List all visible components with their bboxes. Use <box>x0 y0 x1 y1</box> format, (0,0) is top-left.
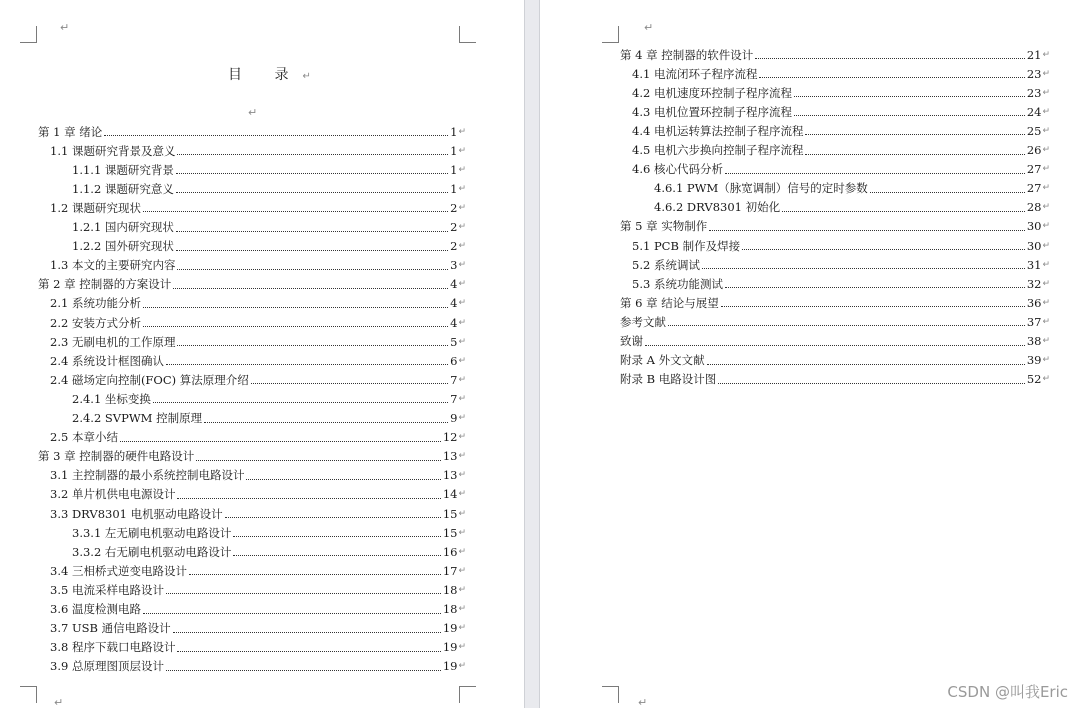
margin-corner-bottom-left <box>20 686 37 703</box>
paragraph-mark-icon: ↵ <box>458 317 466 328</box>
toc-dot-leader <box>725 163 1025 174</box>
toc-entry-title: 4.3 电机位置环控制子程序流程 <box>632 104 792 119</box>
toc-page-number: 1 <box>450 181 458 196</box>
toc-page-number: 2 <box>450 200 458 215</box>
toc-dot-leader <box>794 86 1025 97</box>
toc-page-number: 23 <box>1026 66 1042 81</box>
paragraph-mark-icon: ↵ <box>458 432 466 443</box>
toc-entry-title: 第 2 章 控制器的方案设计 <box>38 277 172 292</box>
toc-entry[interactable] <box>632 102 1050 121</box>
toc-entry-title: 1.2.2 国外研究现状 <box>72 239 174 254</box>
toc-page-number: 38 <box>1026 334 1042 348</box>
paragraph-mark-icon: ↵ <box>458 393 466 404</box>
paragraph-mark-icon: ↵ <box>1042 316 1050 327</box>
toc-page-number: 1 <box>450 162 458 177</box>
toc-dot-leader <box>177 335 448 346</box>
toc-entry[interactable] <box>620 370 1050 389</box>
toc-entry-title: 3.3.2 右无刷电机驱动电路设计 <box>72 544 232 559</box>
toc-entry[interactable] <box>72 179 466 198</box>
paragraph-mark-icon: ↵ <box>458 145 466 156</box>
toc-entry-title: 3.4 三相桥式逆变电路设计 <box>50 563 187 578</box>
toc-page-number: 6 <box>450 353 458 368</box>
paragraph-mark-icon: ↵ <box>458 527 466 538</box>
toc-entry[interactable] <box>50 580 466 599</box>
toc-page-number: 12 <box>442 430 458 445</box>
toc-dot-leader <box>173 622 441 633</box>
toc-entry-title: 2.4 磁场定向控制(FOC) 算法原理介绍 <box>50 372 249 387</box>
toc-dot-leader <box>725 277 1025 288</box>
toc-page-number: 15 <box>442 506 458 521</box>
paragraph-mark-icon: ↵ <box>458 164 466 175</box>
toc-entry[interactable] <box>72 542 466 561</box>
toc-page-number: 19 <box>442 640 458 655</box>
margin-corner-top-right <box>459 26 476 43</box>
toc-dot-leader <box>645 335 1025 346</box>
paragraph-mark-icon: ↵ <box>458 470 466 481</box>
toc-entry[interactable] <box>632 160 1050 179</box>
toc-entry-title: 3.3 DRV8301 电机驱动电路设计 <box>50 506 223 521</box>
toc-page-number: 39 <box>1026 353 1042 368</box>
margin-corner-top-left <box>20 26 37 43</box>
toc-dot-leader <box>153 392 448 403</box>
toc-entry[interactable] <box>50 141 466 160</box>
toc-entry-title: 1.3 本文的主要研究内容 <box>50 258 176 273</box>
toc-page-number: 2 <box>450 239 458 254</box>
toc-dot-leader <box>782 201 1025 212</box>
toc-dot-leader <box>176 240 448 251</box>
toc-dot-leader <box>225 507 441 518</box>
toc-entry-title: 附录 A 外文文献 <box>620 353 705 368</box>
toc-entry[interactable] <box>620 217 1050 236</box>
toc-page-number: 18 <box>442 582 458 597</box>
toc-dot-leader <box>176 163 448 174</box>
paragraph-mark-icon: ↵ <box>1042 336 1050 346</box>
paragraph-mark-icon: ↵ <box>458 260 466 271</box>
toc-page-number: 16 <box>442 544 458 559</box>
paragraph-mark-icon: ↵ <box>458 202 466 213</box>
toc-page-number: 27 <box>1026 181 1042 196</box>
toc-dot-leader <box>143 603 441 614</box>
paragraph-mark-icon: ↵ <box>54 696 64 709</box>
toc-entry[interactable] <box>72 160 466 179</box>
paragraph-mark-icon: ↵ <box>458 355 466 366</box>
toc-entry[interactable] <box>620 293 1050 312</box>
toc-entry[interactable] <box>50 428 466 447</box>
paragraph-mark-icon: ↵ <box>458 489 466 500</box>
toc-dot-leader <box>805 124 1024 135</box>
toc-page-number: 32 <box>1026 276 1042 291</box>
toc-entry[interactable] <box>50 600 466 619</box>
toc-entry[interactable] <box>50 638 466 657</box>
toc-page-number: 4 <box>450 296 458 311</box>
toc-dot-leader <box>173 278 448 289</box>
toc-entry-title: 4.6.1 PWM（脉宽调制）信号的定时参数 <box>654 181 868 196</box>
toc-entry[interactable] <box>50 256 466 275</box>
toc-entry[interactable] <box>620 312 1050 331</box>
toc-page-number: 25 <box>1026 123 1042 138</box>
toc-dot-leader <box>709 220 1025 231</box>
toc-entry-title: 2.3 无刷电机的工作原理 <box>50 334 176 349</box>
toc-dot-leader <box>721 296 1025 307</box>
toc-dot-leader <box>668 315 1025 326</box>
toc-entry[interactable] <box>620 45 1050 64</box>
toc-entry[interactable] <box>50 198 466 217</box>
toc-entry[interactable] <box>632 121 1050 140</box>
toc-entry[interactable] <box>38 122 466 141</box>
toc-dot-leader <box>143 201 448 212</box>
paragraph-mark-icon: ↵ <box>1042 221 1050 232</box>
paragraph-mark-icon: ↵ <box>1042 240 1050 251</box>
toc-entry[interactable] <box>50 504 466 523</box>
toc-entry-title: 第 4 章 控制器的软件设计 <box>620 47 754 62</box>
toc-page-number: 21 <box>1026 47 1042 62</box>
toc-entry[interactable] <box>72 237 466 256</box>
toc-entry-title: 5.1 PCB 制作及焊接 <box>632 238 741 253</box>
paragraph-mark-icon: ↵ <box>458 451 466 462</box>
paragraph-mark-icon: ↵ <box>458 508 466 519</box>
toc-page-number: 1 <box>450 143 458 158</box>
toc-entry-title: 3.3.1 左无刷电机驱动电路设计 <box>72 525 232 540</box>
toc-page-number: 30 <box>1026 238 1042 253</box>
margin-corner-bottom-right <box>459 686 476 703</box>
toc-entry[interactable] <box>50 561 466 580</box>
toc-page-number: 31 <box>1026 257 1042 272</box>
toc-dot-leader <box>233 545 440 556</box>
paragraph-mark-icon: ↵ <box>1042 183 1050 194</box>
toc-entry[interactable] <box>632 64 1050 83</box>
toc-dot-leader <box>742 239 1025 250</box>
paragraph-mark-icon: ↵ <box>1042 49 1050 60</box>
toc-entry-title: 4.2 电机速度环控制子程序流程 <box>632 85 792 100</box>
paragraph-mark-icon: ↵ <box>60 21 70 34</box>
paragraph-mark-icon: ↵ <box>1042 355 1050 366</box>
toc-entry-title: 5.2 系统调试 <box>632 257 700 272</box>
toc-entry-title: 附录 B 电路设计图 <box>620 372 717 387</box>
document-page-right <box>540 0 1074 708</box>
toc-dot-leader <box>143 297 448 308</box>
toc-entry-title: 第 6 章 结论与展望 <box>620 295 719 310</box>
toc-title-text: 目 录 <box>228 67 303 83</box>
toc-entry[interactable] <box>50 332 466 351</box>
toc-dot-leader <box>177 641 440 652</box>
toc-page-number: 2 <box>450 220 458 234</box>
paragraph-mark-icon: ↵ <box>458 604 466 614</box>
document-page-left <box>0 0 524 708</box>
paragraph-mark-icon: ↵ <box>458 642 466 653</box>
toc-page-number: 7 <box>450 391 458 406</box>
toc-entry-title: 4.4 电机运转算法控制子程序流程 <box>632 123 804 138</box>
toc-dot-leader <box>870 182 1025 193</box>
paragraph-mark-icon: ↵ <box>458 183 466 194</box>
toc-page-number: 28 <box>1026 200 1042 215</box>
paragraph-mark-icon: ↵ <box>638 696 648 709</box>
paragraph-mark-icon: ↵ <box>458 565 466 576</box>
paragraph-mark-icon: ↵ <box>458 336 466 347</box>
toc-entry[interactable] <box>620 332 1050 351</box>
toc-entry[interactable] <box>654 179 1050 198</box>
toc-entry-title: 1.2 课题研究现状 <box>50 200 141 215</box>
toc-page-number: 5 <box>450 334 458 349</box>
toc-page-number: 27 <box>1026 162 1042 177</box>
toc-entry-title: 致谢 <box>620 334 643 348</box>
toc-entry-title: 5.3 系统功能测试 <box>632 276 723 291</box>
toc-entry-title: 3.6 温度检测电路 <box>50 602 141 616</box>
toc-entry[interactable] <box>632 255 1050 274</box>
margin-corner-bottom-left <box>602 686 619 703</box>
toc-entry-title: 3.1 主控制器的最小系统控制电路设计 <box>50 468 245 483</box>
toc-page-number: 13 <box>442 468 458 483</box>
toc-entry[interactable] <box>50 466 466 485</box>
toc-entry-title: 4.1 电流闭环子程序流程 <box>632 66 758 81</box>
toc-page-number: 14 <box>442 487 458 502</box>
paragraph-mark-icon: ↵ <box>248 106 258 119</box>
paragraph-mark-icon: ↵ <box>458 241 466 252</box>
toc-dot-leader <box>177 259 448 270</box>
toc-dot-leader <box>755 48 1025 59</box>
toc-dot-leader <box>196 450 441 461</box>
toc-entry[interactable] <box>50 619 466 638</box>
toc-entry-title: 3.5 电流采样电路设计 <box>50 582 164 597</box>
toc-entry-title: 2.4.2 SVPWM 控制原理 <box>72 411 203 425</box>
toc-dot-leader <box>177 144 448 155</box>
paragraph-mark-icon: ↵ <box>302 71 311 82</box>
toc-entry[interactable] <box>50 351 466 370</box>
paragraph-mark-icon: ↵ <box>458 126 466 137</box>
toc-dot-leader <box>707 354 1025 365</box>
paragraph-mark-icon: ↵ <box>1042 125 1050 136</box>
toc-entry-title: 1.1.2 课题研究意义 <box>72 181 174 196</box>
paragraph-mark-icon: ↵ <box>458 374 466 385</box>
margin-corner-top-left <box>602 26 619 43</box>
toc-dot-leader <box>166 354 448 365</box>
toc-entry[interactable] <box>632 274 1050 293</box>
toc-entry-title: 参考文献 <box>620 314 666 329</box>
toc-entry-title: 4.5 电机六步换向控制子程序流程 <box>632 143 804 157</box>
toc-page-number: 24 <box>1026 104 1042 119</box>
toc-entry-title: 3.9 总原理图顶层设计 <box>50 659 164 674</box>
toc-dot-leader <box>233 526 440 537</box>
toc-dot-leader <box>718 373 1025 384</box>
toc-entry-title: 1.1 课题研究背景及意义 <box>50 143 176 158</box>
toc-dot-leader <box>177 488 440 499</box>
toc-dot-leader <box>176 182 448 193</box>
toc-page-number: 4 <box>450 315 458 330</box>
toc-entry[interactable] <box>620 351 1050 370</box>
toc-entry[interactable] <box>632 141 1050 160</box>
paragraph-mark-icon: ↵ <box>1042 145 1050 155</box>
toc-dot-leader <box>702 258 1025 269</box>
toc-dot-leader <box>246 469 440 480</box>
toc-entry[interactable] <box>50 370 466 389</box>
toc-entry-title: 第 3 章 控制器的硬件电路设计 <box>38 449 195 464</box>
toc-entry-title: 2.4.1 坐标变换 <box>72 391 151 406</box>
toc-dot-leader <box>166 583 441 594</box>
paragraph-mark-icon: ↵ <box>1042 202 1050 213</box>
toc-entry[interactable] <box>632 83 1050 102</box>
toc-page-number: 3 <box>450 258 458 273</box>
toc-page-number: 26 <box>1026 143 1042 157</box>
toc-dot-leader <box>251 373 448 384</box>
toc-page-number: 30 <box>1026 219 1042 234</box>
toc-page-number: 13 <box>442 449 458 464</box>
toc-page-number: 52 <box>1026 372 1042 387</box>
toc-entry-title: 1.1.1 课题研究背景 <box>72 162 174 177</box>
toc-page-number: 1 <box>450 124 458 139</box>
toc-page-number: 36 <box>1026 295 1042 310</box>
toc-page-number: 4 <box>450 277 458 292</box>
toc-entry[interactable] <box>38 275 466 294</box>
paragraph-mark-icon: ↵ <box>458 298 466 309</box>
paragraph-mark-icon: ↵ <box>458 623 466 634</box>
toc-dot-leader <box>204 412 448 423</box>
paragraph-mark-icon: ↵ <box>1042 374 1050 385</box>
paragraph-mark-icon: ↵ <box>458 661 466 672</box>
toc-entry[interactable] <box>72 218 466 237</box>
toc-entry[interactable] <box>50 313 466 332</box>
paragraph-mark-icon: ↵ <box>1042 164 1050 175</box>
toc-entry[interactable] <box>38 447 466 466</box>
toc-entry-title: 第 1 章 绪论 <box>38 124 103 139</box>
paragraph-mark-icon: ↵ <box>1042 278 1050 289</box>
toc-entry[interactable] <box>50 485 466 504</box>
toc-entry-title: 1.2.1 国内研究现状 <box>72 220 174 234</box>
toc-entry-title: 4.6 核心代码分析 <box>632 162 723 177</box>
toc-dot-leader <box>176 221 448 232</box>
toc-dot-leader <box>120 431 441 442</box>
paragraph-mark-icon: ↵ <box>1042 259 1050 270</box>
toc-page-number: 19 <box>442 659 458 674</box>
toc-dot-leader <box>794 105 1025 116</box>
toc-dot-leader <box>805 144 1024 155</box>
toc-dot-leader <box>166 660 441 671</box>
toc-entry[interactable] <box>72 389 466 408</box>
toc-page-number: 9 <box>450 411 458 425</box>
toc-page-number: 15 <box>442 525 458 540</box>
toc-page-number: 18 <box>442 602 458 616</box>
toc-entry-title: 第 5 章 实物制作 <box>620 219 708 234</box>
toc-entry[interactable] <box>50 294 466 313</box>
paragraph-mark-icon: ↵ <box>458 279 466 290</box>
toc-entry-title: 3.8 程序下载口电路设计 <box>50 640 176 655</box>
toc-page-number: 17 <box>442 563 458 578</box>
paragraph-mark-icon: ↵ <box>458 584 466 595</box>
toc-entry[interactable] <box>50 657 466 676</box>
toc-entry-title: 2.5 本章小结 <box>50 430 118 445</box>
toc-dot-leader <box>104 125 448 136</box>
toc-page-number: 37 <box>1026 314 1042 329</box>
csdn-watermark: CSDN @叫我Eric <box>947 683 1068 701</box>
toc-entry[interactable] <box>72 409 466 428</box>
toc-entry[interactable] <box>72 523 466 542</box>
toc-entry-title: 3.2 单片机供电电源设计 <box>50 487 176 502</box>
toc-page-number: 23 <box>1026 85 1042 100</box>
toc-page-number: 7 <box>450 372 458 387</box>
toc-entry[interactable] <box>632 236 1050 255</box>
paragraph-mark-icon: ↵ <box>458 413 466 423</box>
toc-entry-title: 2.4 系统设计框图确认 <box>50 353 164 368</box>
paragraph-mark-icon: ↵ <box>1042 106 1050 117</box>
paragraph-mark-icon: ↵ <box>1042 297 1050 308</box>
toc-entry-title: 2.1 系统功能分析 <box>50 296 141 311</box>
toc-dot-leader <box>759 67 1024 78</box>
toc-entry[interactable] <box>654 198 1050 217</box>
page-separator <box>524 0 540 708</box>
paragraph-mark-icon: ↵ <box>458 546 466 557</box>
toc-entry-title: 3.7 USB 通信电路设计 <box>50 621 171 636</box>
paragraph-mark-icon: ↵ <box>1042 87 1050 98</box>
toc-title <box>228 64 311 84</box>
paragraph-mark-icon: ↵ <box>458 222 466 232</box>
toc-entry-title: 4.6.2 DRV8301 初始化 <box>654 200 781 215</box>
paragraph-mark-icon: ↵ <box>1042 68 1050 79</box>
toc-dot-leader <box>189 564 441 575</box>
toc-page-number: 19 <box>442 621 458 636</box>
paragraph-mark-icon: ↵ <box>644 21 654 34</box>
toc-entry-title: 2.2 安装方式分析 <box>50 315 141 330</box>
toc-dot-leader <box>143 316 448 327</box>
